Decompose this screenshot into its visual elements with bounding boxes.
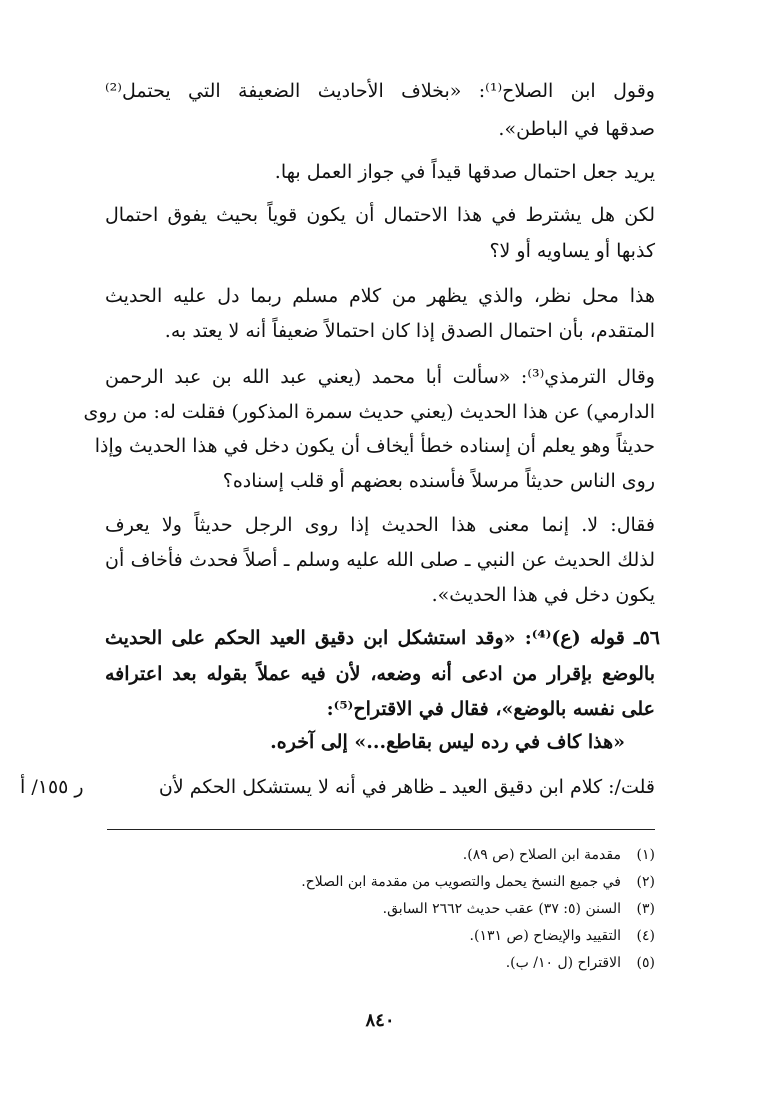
paragraph-5-line-4: روى الناس حديثاً مرسلاً فأسنده بعضهم أو قلب إسناده؟ xyxy=(222,470,655,492)
footnote-number: (٢) xyxy=(636,874,655,890)
footnote-text: السنن (٥: ٣٧) عقب حديث ٢٦٦٢ السابق. xyxy=(382,901,621,917)
footnote-text: الاقتراح (ل ١٠/ ب). xyxy=(505,955,621,971)
manuscript-folio-marker: ر ١٥٥/ أ xyxy=(20,776,84,798)
footnote-number: (٤) xyxy=(636,928,655,944)
paragraph-6-line-2: لذلك الحديث عن النبي ـ صلى الله عليه وسلم ـ أصلاً فحدث فأخاف أن xyxy=(105,549,655,571)
footnote-separator xyxy=(107,829,655,830)
entry-56-line-3: على نفسه بالوضع»، فقال في الاقتراح⁽⁵⁾: xyxy=(326,698,655,720)
paragraph-6-line-3: يكون دخل في هذا الحديث». xyxy=(431,584,655,606)
footnote-4 xyxy=(255,924,655,948)
paragraph-3-line-2: كذبها أو يساويه أو لا؟ xyxy=(489,240,655,262)
footnote-1 xyxy=(255,843,655,867)
paragraph-3-line-1: لكن هل يشترط في هذا الاحتمال أن يكون قوياً بحيث يفوق احتمال xyxy=(105,204,655,226)
footnote-number: (١) xyxy=(636,847,655,863)
paragraph-5-line-1: وقال الترمذي⁽³⁾: «سألت أبا محمد (يعني عبد الله بن عبد الرحمن xyxy=(105,366,655,388)
paragraph-6-line-1: فقال: لا. إنما معنى هذا الحديث إذا روى الرجل حديثاً ولا يعرف xyxy=(105,514,655,536)
footnote-3 xyxy=(255,897,655,921)
entry-56-line-1: ٥٦ـ قوله (ع)⁽⁴⁾: «وقد استشكل ابن دقيق العيد الحكم على الحديث xyxy=(105,627,660,649)
paragraph-7-line-1: قلت/: كلام ابن دقيق العيد ـ ظاهر في أنه لا يستشكل الحكم لأن xyxy=(158,776,655,798)
paragraph-1-line-2: صدقها في الباطن». xyxy=(498,118,655,140)
page-number: ٨٤٠ xyxy=(365,1010,395,1031)
paragraph-2-line-1: يريد جعل احتمال صدقها قيداً في جواز العمل بها. xyxy=(274,161,655,183)
paragraph-5-line-2: الدارمي) عن هذا الحديث (يعني حديث سمرة المذكور) فقلت له: من روى xyxy=(83,401,655,423)
entry-56-line-4: «هذا كاف في رده ليس بقاطع...» إلى آخره. xyxy=(270,731,625,753)
paragraph-4-line-2: المتقدم، بأن احتمال الصدق إذا كان احتمالاً ضعيفاً أنه لا يعتد به. xyxy=(164,320,655,342)
paragraph-4-line-1: هذا محل نظر، والذي يظهر من كلام مسلم ربما دل عليه الحديث xyxy=(105,285,655,307)
paragraph-1-line-1: وقول ابن الصلاح⁽¹⁾: «بخلاف الأحاديث الضعيفة التي يحتمل⁽²⁾ xyxy=(105,80,655,102)
footnote-text: التقييد والإيضاح (ص ١٣١). xyxy=(469,928,621,944)
footnote-5 xyxy=(255,951,655,975)
entry-56-line-2: بالوضع بإقرار من ادعى أنه وضعه، لأن فيه عملاً بقوله بعد اعترافه xyxy=(105,663,655,685)
paragraph-5-line-3: حديثاً وهو يعلم أن إسناده خطأ أيخاف أن يكون دخل في هذا الحديث وإذا xyxy=(94,435,655,457)
footnote-text: مقدمة ابن الصلاح (ص ٨٩). xyxy=(462,847,621,863)
footnote-text: في جميع النسخ يحمل والتصويب من مقدمة ابن الصلاح. xyxy=(301,874,621,890)
footnote-number: (٥) xyxy=(636,955,655,971)
footnote-2 xyxy=(255,870,655,894)
footnote-number: (٣) xyxy=(636,901,655,917)
